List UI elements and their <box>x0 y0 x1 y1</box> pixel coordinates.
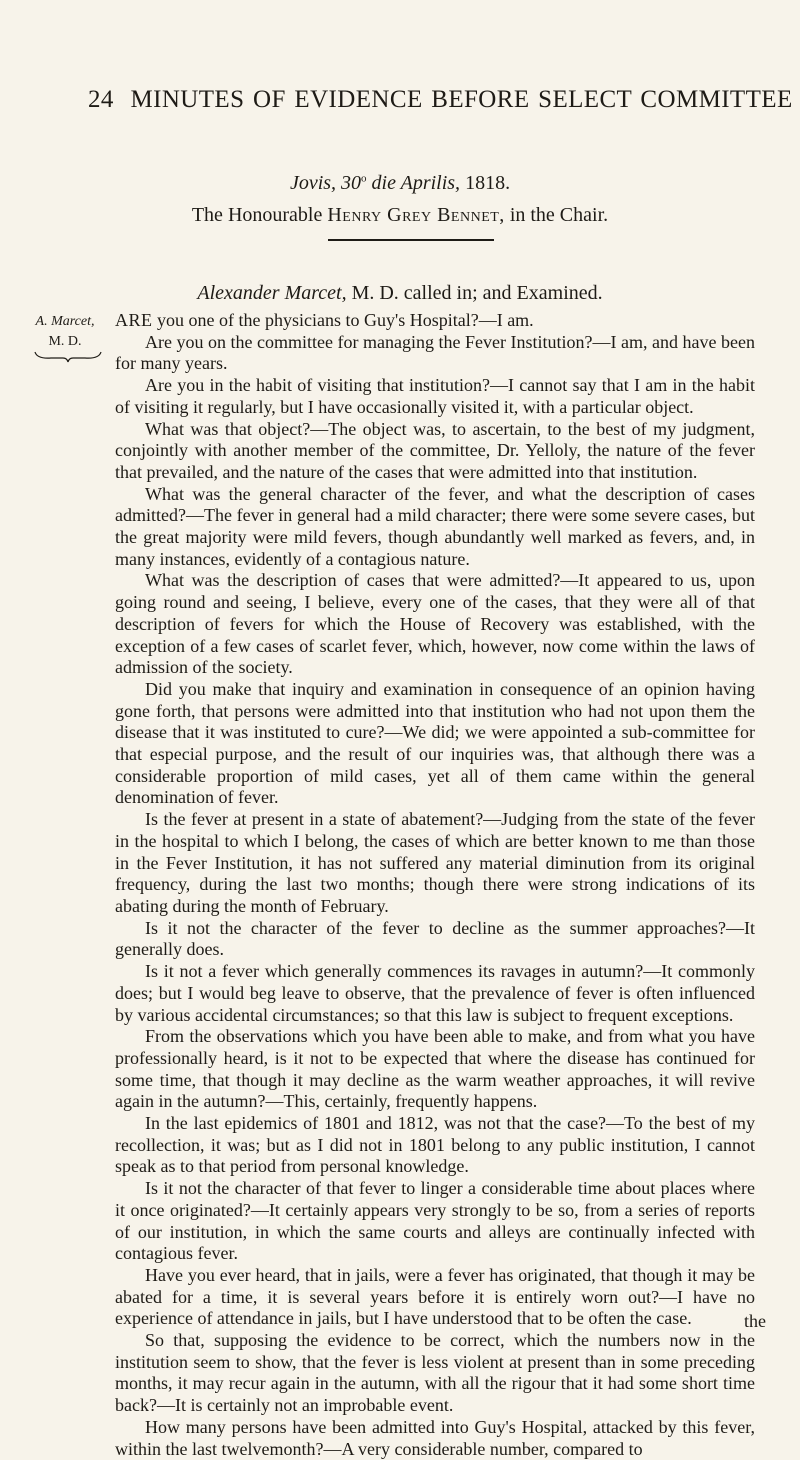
date-rest: die Aprilis, <box>371 172 461 194</box>
section-rule <box>328 239 494 241</box>
paragraph: Have you ever heard, that in jails, were a fever has originated, that though it may be abated for a time, it is several years before it is entirely worn out?—I have no experience of attendance in jails, but I have understood that to be often the case. <box>115 1264 755 1329</box>
paragraph: What was that object?—The object was, to ascertain, to the best of my judgment, conjointly with another member of the committee, Dr. Yelloly, the nature of the fever that prevailed, and the nature of the cases that were admitted into that institution. <box>115 418 755 482</box>
date-superscript: o <box>361 172 367 185</box>
margin-brace <box>33 350 103 364</box>
paragraph: Are you on the committee for managing the Fever Institution?—I am, and have been for many years. <box>115 331 755 374</box>
page-number: 24 <box>88 86 114 113</box>
paragraph <box>115 310 755 332</box>
paragraph: Is it not the character of that fever to linger a considerable time about places where it once originated?—It certainly appears very strongly to be so, from a series of reports of our institution, in which the same courts and alleys are continually infected with contagious fever. <box>115 1178 755 1264</box>
paragraph: So that, supposing the evidence to be correct, which the numbers now in the institution seem to show, that the fever is less violent at present than in some preceding months, it may recur again in the autumn, with all the rigour that it had some short time back?—It is certainly not an improbable event. <box>115 1330 755 1416</box>
paragraph: From the observations which you have been able to make, and from what you have professionally heard, is it not to be expected that where the disease has continued for some time, that though it may decline as the warm weather approaches, it will revive again in the autumn?—This, certainly, frequently happens. <box>115 1026 755 1112</box>
chair-line <box>0 204 800 227</box>
paragraph: What was the description of cases that were admitted?—It appeared to us, upon going round and seeing, I believe, every one of the cases, that they were all of that description of fevers for which the House of Recovery was established, with the exception of a few cases of scarlet fever, which, however, now come within the laws of admission of the society. <box>115 570 755 678</box>
catchword: the <box>744 1311 766 1331</box>
paragraph: Is it not the character of the fever to decline as the summer approaches?—It generally does. <box>115 917 755 960</box>
paragraph: Did you make that inquiry and examination in consequence of an opinion having gone forth, that persons were admitted into that institution who had not upon them the disease that it was instituted to cure?—We did; we were appointed a sub-committee for that especial purpose, and the result of our inquiries was, that although there was a considerable proportion of mild cases, yet all of them came within the general denomination of fever. <box>115 678 755 808</box>
date-day: Jovis, 30 <box>289 172 362 194</box>
session-date <box>0 172 800 195</box>
chair-prefix: The Honourable <box>191 204 323 226</box>
paragraph: How many persons have been admitted into Guy's Hospital, attacked by this fever, within the last twelvemonth?—A very considerable number, compared to <box>115 1416 755 1459</box>
running-header <box>88 86 793 114</box>
date-year: 1818. <box>465 172 511 194</box>
chair-suffix: in the Chair. <box>509 204 609 226</box>
margin-note-degree: M. D. <box>48 334 82 349</box>
witness-rest: M. D. called in; and Examined. <box>351 282 603 304</box>
margin-note <box>30 312 100 352</box>
paragraph: In the last epidemics of 1801 and 1812, was not that the case?—To the best of my recollection, it was; but as I did not in 1801 belong to any public institution, I cannot speak as to that period from personal knowledge. <box>115 1113 755 1177</box>
paragraph-text: you one of the physicians to Guy's Hospital?—I am. <box>152 310 534 330</box>
paragraph: What was the general character of the fever, and what the description of cases admitted?—The fever in general had a mild character; there were some severe cases, but the great majority were mild fevers, though abundantly well marked as fevers, and, in many instances, evidently of a contagious nature. <box>115 483 755 569</box>
witness-line <box>0 282 800 305</box>
margin-note-name: A. Marcet, <box>35 314 95 329</box>
paragraph: Is the fever at present in a state of abatement?—Judging from the state of the fever in the hospital to which I belong, the cases of which are better known to me than those in the Fever Institution, it has not suffered any material diminution from its original frequency, during the last two months; though there were strong indications of its abating during the month of February. <box>115 809 755 916</box>
witness-name: Alexander Marcet, <box>197 282 347 304</box>
paragraph: Are you in the habit of visiting that institution?—I cannot say that I am in the habit of visiting it regularly, but I have occasionally visited it, with a particular object. <box>115 375 755 417</box>
testimony-body <box>115 310 755 1460</box>
paragraph: Is it not a fever which generally commences its ravages in autumn?—It commonly does; but I would beg leave to observe, that the prevalence of fever is often influenced by various accidental circumstances; so that this law is subject to frequent exceptions. <box>115 961 755 1025</box>
header-title: MINUTES OF EVIDENCE BEFORE SELECT COMMITTEE <box>130 86 793 113</box>
chair-name: Henry Grey Bennet, <box>327 204 505 226</box>
paragraph-lead: ARE <box>115 310 153 330</box>
